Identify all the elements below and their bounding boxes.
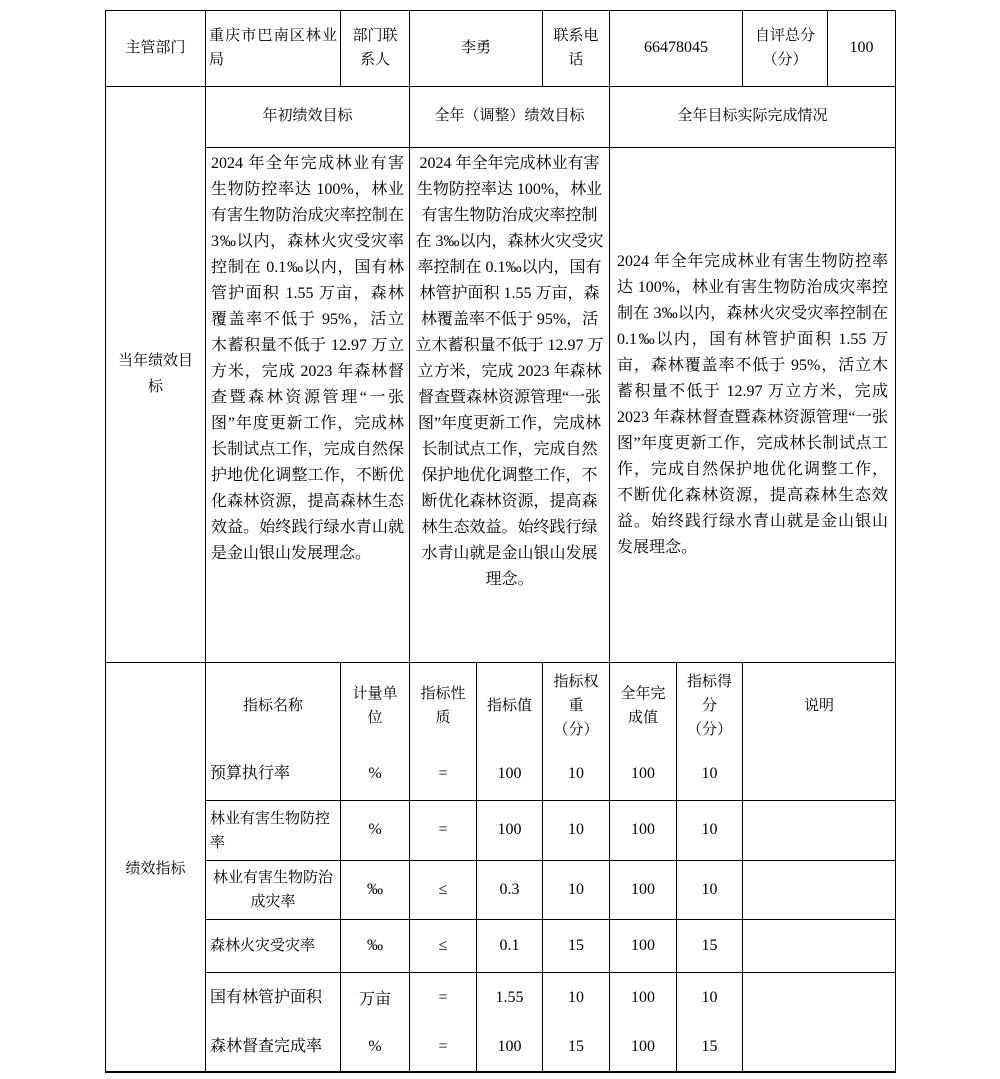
indicator-col-name xyxy=(206,973,341,1071)
indicator-header-cell: 指标得分（分） xyxy=(686,673,732,738)
indicator-col-unit xyxy=(341,663,410,800)
indicator-col-completed xyxy=(610,973,677,1071)
indicator-cell: 10 xyxy=(701,765,718,782)
indicator-cell: % xyxy=(368,765,382,782)
meta-row xyxy=(106,11,895,87)
indicator-cell: 万亩 xyxy=(358,991,391,1008)
goal-section xyxy=(106,87,895,663)
phone-label-cell: 联系电话 xyxy=(543,11,610,86)
indicator-cell: ‰ xyxy=(341,861,410,919)
indicator-row-label-cell: 绩效指标 xyxy=(106,663,206,1071)
indicator-cell: 100 xyxy=(610,920,677,972)
indicator-cell: = xyxy=(438,765,448,782)
indicator-name-cell: 森林督查完成率 xyxy=(210,1037,323,1055)
indicator-table xyxy=(206,663,895,1071)
indicator-tail-block xyxy=(206,973,895,1071)
indicator-col-score xyxy=(677,973,743,1071)
indicator-note-cell xyxy=(743,973,895,1022)
indicator-name-cell: 林业有害生物防控率 xyxy=(206,801,341,860)
dept-label-cell: 主管部门 xyxy=(106,11,206,86)
goal-col-header-actual: 全年目标实际完成情况 xyxy=(677,108,828,125)
indicator-cell: 100 xyxy=(631,988,655,1006)
indicator-cell: % xyxy=(341,801,410,860)
indicator-cell: 1.55 xyxy=(495,988,524,1006)
indicator-header-cell: 全年完成值 xyxy=(620,685,666,726)
goal-row-label-cell: 当年绩效目标 xyxy=(106,87,206,662)
goal-columns xyxy=(206,87,895,662)
indicator-col-property xyxy=(410,663,477,800)
indicator-cell: 100 xyxy=(610,801,677,860)
indicator-cell: 100 xyxy=(631,1037,655,1055)
indicator-name-cell: 林业有害生物防治成灾率 xyxy=(206,861,341,919)
indicator-col-note xyxy=(743,663,895,800)
indicator-row xyxy=(206,920,895,973)
indicator-header-block xyxy=(206,663,895,801)
indicator-cell: 100 xyxy=(610,861,677,919)
indicator-cell: 100 xyxy=(497,765,522,782)
indicator-cell: ≤ xyxy=(410,920,477,972)
indicator-header-cell: 说明 xyxy=(803,697,834,714)
indicator-cell: 0.1 xyxy=(477,920,543,972)
indicator-cell: 100 xyxy=(477,801,543,860)
indicator-header-cell: 计量单位 xyxy=(352,685,398,726)
indicator-col-property xyxy=(410,973,477,1071)
indicator-cell: 10 xyxy=(568,765,584,782)
goal-text-initial: 2024 年全年完成林业有害生物防控率达 100%，林业有害生物防治成灾率控制在 3‰以内，森林火灾受灾率控制在 0.1‰以内，国有林管护面积 1.55 万亩，森林覆盖率不低于 95%，活立木蓄积量不低于 12.97 万立方米，完成 2023 年森林督查暨森林资源管理“一张图”年度更新工作，完成林长制试点工作，完成自然保护地优化调整工作，不断优化森林资源，提高森林生态效益。始终践行绿水青山就是金山银山发展理念。 xyxy=(206,148,410,662)
indicator-col-weight xyxy=(543,663,610,800)
indicator-header-cell: 指标权重（分） xyxy=(553,673,599,738)
goal-text-actual-span: 2024 年全年完成林业有害生物防控率达 100%，林业有害生物防治成灾率控制在 3‰以内，森林火灾受灾率控制在 0.1‰以内，国有林管护面积 1.55 万亩，森林覆盖率不低于 95%，活立木蓄积量不低于 12.97 万立方米，完成 2023 年森林督查暨森林资源管理“一张图”年度更新工作，完成林长制试点工作，完成自然保护地优化调整工作，不断优化森林资源，提高森林生态效益。始终践行绿水青山就是金山银山发展理念。 xyxy=(617,253,888,556)
indicator-header-cell: 指标性质 xyxy=(420,685,466,726)
indicator-cell: 100 xyxy=(497,1037,522,1055)
indicator-row xyxy=(206,861,895,920)
indicator-name-cell: 国有林管护面积 xyxy=(210,988,323,1006)
indicator-cell: 100 xyxy=(631,765,655,782)
indicator-col-completed xyxy=(610,663,677,800)
contact-value-cell: 李勇 xyxy=(410,11,543,86)
goal-body-row xyxy=(206,148,895,662)
indicator-cell: = xyxy=(438,1037,448,1055)
indicator-name-cell: 森林火灾受灾率 xyxy=(206,920,341,972)
indicator-cell: 15 xyxy=(543,920,610,972)
goal-col-header-initial: 年初绩效目标 xyxy=(206,87,410,147)
goal-header-row xyxy=(206,87,895,148)
indicator-note-cell xyxy=(743,861,895,919)
indicator-cell: 10 xyxy=(543,801,610,860)
indicator-header-cell: 指标值 xyxy=(486,697,532,714)
indicator-cell: = xyxy=(438,988,448,1006)
dept-value-cell: 重庆市巴南区林业局 xyxy=(206,11,341,86)
phone-value-cell: 66478045 xyxy=(610,11,743,86)
indicator-row xyxy=(206,801,895,861)
indicator-col-score xyxy=(677,663,743,800)
indicator-cell: 15 xyxy=(568,1037,584,1055)
indicator-cell: 预算执行率 xyxy=(210,765,291,783)
goal-col-header-adjusted: 全年（调整）绩效目标 xyxy=(410,87,610,147)
indicator-cell: 15 xyxy=(701,1037,718,1055)
indicator-cell: 10 xyxy=(677,801,743,860)
indicator-section xyxy=(106,663,895,1071)
indicator-col-note xyxy=(743,973,895,1071)
indicator-cell: 15 xyxy=(677,920,743,972)
performance-table xyxy=(105,10,896,1073)
goal-text-actual xyxy=(610,148,895,662)
indicator-cell: 10 xyxy=(543,861,610,919)
self-score-label-cell: 自评总分（分） xyxy=(743,11,828,86)
indicator-col-unit xyxy=(341,973,410,1071)
indicator-cell: 10 xyxy=(677,861,743,919)
indicator-cell: 10 xyxy=(701,988,718,1006)
indicator-cell: ‰ xyxy=(341,920,410,972)
indicator-note-cell xyxy=(743,801,895,860)
indicator-cell: 10 xyxy=(568,988,584,1006)
indicator-cell: = xyxy=(410,801,477,860)
goal-text-adjusted: 2024 年全年完成林业有害生物防控率达 100%，林业有害生物防治成灾率控制在 3‰以内，森林火灾受灾率控制在 0.1‰以内，国有林管护面积 1.55 万亩，森林覆盖率不低于 95%，活立木蓄积量不低于 12.97 万立方米，完成 2023 年森林督查暨森林资源管理“一张图”年度更新工作，完成林长制试点工作，完成自然保护地优化调整工作，不断优化森林资源，提高森林生态效益。始终践行绿水青山就是金山银山发展理念。 xyxy=(410,148,610,662)
indicator-header-cell: 指标名称 xyxy=(242,697,303,714)
indicator-col-name xyxy=(206,663,341,800)
indicator-col-weight xyxy=(543,973,610,1071)
indicator-col-value xyxy=(477,973,543,1071)
indicator-cell xyxy=(743,748,895,800)
indicator-note-cell xyxy=(743,920,895,972)
contact-label-cell: 部门联系人 xyxy=(341,11,410,86)
indicator-cell: ≤ xyxy=(410,861,477,919)
indicator-col-value xyxy=(477,663,543,800)
self-score-value-cell: 100 xyxy=(849,39,874,57)
indicator-cell: % xyxy=(368,1037,382,1055)
indicator-cell: 0.3 xyxy=(477,861,543,919)
indicator-note-cell xyxy=(743,1022,895,1071)
